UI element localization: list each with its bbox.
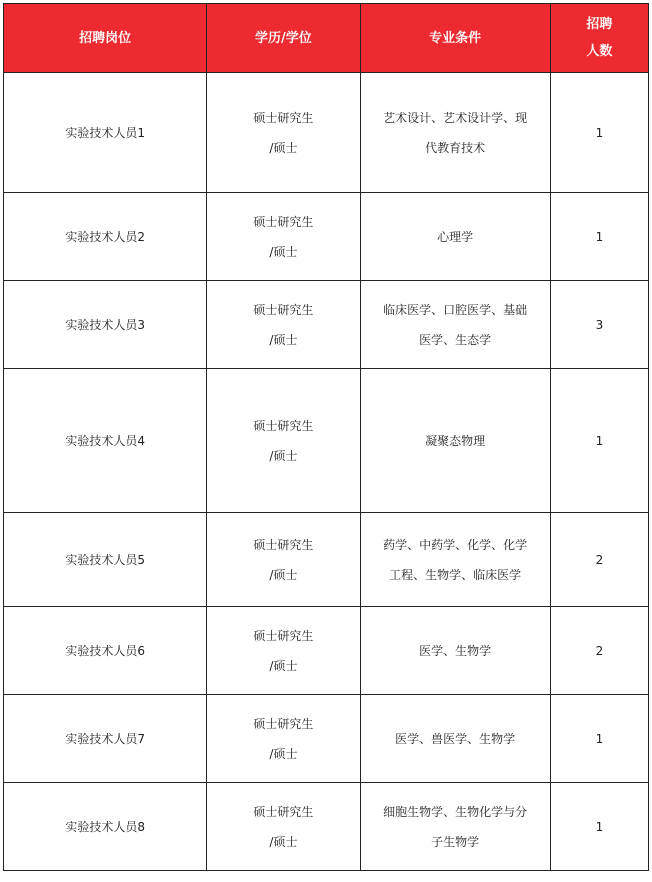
major-line1: 心理学 — [437, 229, 474, 244]
major-line1: 药学、中药学、化学、化学 — [383, 537, 528, 552]
cell-major — [360, 193, 550, 281]
cell-count: 1 — [550, 369, 648, 513]
degree-line1: 硕士研究生 — [253, 110, 314, 125]
major-line2: 代教育技术 — [425, 140, 486, 155]
header-count — [550, 4, 648, 73]
degree-line1: 硕士研究生 — [253, 804, 314, 819]
cell-major — [360, 73, 550, 193]
cell-count: 1 — [550, 193, 648, 281]
degree-line2: /硕士 — [269, 140, 298, 155]
degree-line2: /硕士 — [269, 658, 298, 673]
major-line2: 子生物学 — [431, 834, 480, 849]
recruitment-table-container — [3, 3, 649, 871]
major-line1: 医学、兽医学、生物学 — [395, 731, 516, 746]
degree-line1: 硕士研究生 — [253, 418, 314, 433]
table-header-row — [4, 4, 649, 73]
degree-line2: /硕士 — [269, 332, 298, 347]
cell-position: 实验技术人员4 — [4, 369, 207, 513]
table-row — [4, 369, 649, 513]
recruitment-table — [3, 3, 649, 871]
cell-position: 实验技术人员1 — [4, 73, 207, 193]
cell-degree — [207, 513, 360, 607]
major-line1: 临床医学、口腔医学、基础 — [383, 302, 528, 317]
major-line1: 医学、生物学 — [419, 643, 492, 658]
cell-degree — [207, 783, 360, 871]
cell-major — [360, 369, 550, 513]
table-row — [4, 695, 649, 783]
cell-count: 3 — [550, 281, 648, 369]
cell-position: 实验技术人员5 — [4, 513, 207, 607]
header-count-line2: 人数 — [586, 44, 613, 59]
degree-line2: /硕士 — [269, 746, 298, 761]
cell-count: 1 — [550, 783, 648, 871]
cell-count: 1 — [550, 695, 648, 783]
major-line2: 工程、生物学、临床医学 — [389, 567, 522, 582]
degree-line1: 硕士研究生 — [253, 716, 314, 731]
cell-degree — [207, 281, 360, 369]
major-line2: 医学、生态学 — [419, 332, 492, 347]
cell-degree — [207, 607, 360, 695]
table-row — [4, 73, 649, 193]
cell-position: 实验技术人员3 — [4, 281, 207, 369]
table-row — [4, 193, 649, 281]
header-position: 招聘岗位 — [4, 4, 207, 73]
cell-major — [360, 281, 550, 369]
major-line1: 凝聚态物理 — [425, 433, 486, 448]
degree-line2: /硕士 — [269, 834, 298, 849]
cell-degree — [207, 73, 360, 193]
degree-line2: /硕士 — [269, 567, 298, 582]
degree-line1: 硕士研究生 — [253, 214, 314, 229]
table-row — [4, 607, 649, 695]
header-count-line1: 招聘 — [586, 17, 613, 32]
cell-position: 实验技术人员2 — [4, 193, 207, 281]
header-major: 专业条件 — [360, 4, 550, 73]
cell-degree — [207, 695, 360, 783]
cell-position: 实验技术人员6 — [4, 607, 207, 695]
cell-degree — [207, 369, 360, 513]
table-row — [4, 281, 649, 369]
major-line1: 艺术设计、艺术设计学、现 — [383, 110, 528, 125]
degree-line2: /硕士 — [269, 448, 298, 463]
cell-position: 实验技术人员7 — [4, 695, 207, 783]
cell-position: 实验技术人员8 — [4, 783, 207, 871]
table-row — [4, 513, 649, 607]
cell-count: 1 — [550, 73, 648, 193]
degree-line1: 硕士研究生 — [253, 302, 314, 317]
cell-major — [360, 783, 550, 871]
cell-major — [360, 607, 550, 695]
cell-degree — [207, 193, 360, 281]
cell-count: 2 — [550, 513, 648, 607]
cell-major — [360, 695, 550, 783]
table-row — [4, 783, 649, 871]
degree-line2: /硕士 — [269, 244, 298, 259]
degree-line1: 硕士研究生 — [253, 537, 314, 552]
header-degree: 学历/学位 — [207, 4, 360, 73]
major-line1: 细胞生物学、生物化学与分 — [383, 804, 528, 819]
cell-major — [360, 513, 550, 607]
degree-line1: 硕士研究生 — [253, 628, 314, 643]
cell-count: 2 — [550, 607, 648, 695]
